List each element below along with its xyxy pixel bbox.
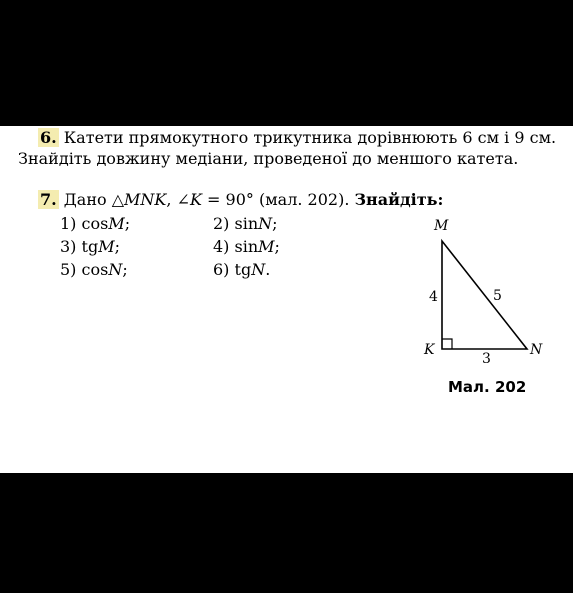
item-func: cos	[81, 214, 109, 233]
item-arg: M	[258, 237, 275, 256]
find-word: Знайдіть:	[354, 190, 444, 209]
item-label: 1)	[60, 214, 77, 233]
angle-value: = 90°	[207, 190, 254, 209]
item-label: 3)	[60, 237, 77, 256]
item-arg: N	[108, 260, 123, 279]
item-end: ;	[122, 260, 128, 279]
side-mn-label: 5	[493, 288, 502, 304]
item-arg: N	[258, 214, 273, 233]
vertex-n-label: N	[530, 342, 543, 358]
item-end: .	[265, 260, 271, 279]
figure-reference: (мал. 202).	[258, 190, 350, 209]
item-label: 6)	[213, 260, 230, 279]
item-label: 4)	[213, 237, 230, 256]
item-arg: N	[251, 260, 266, 279]
item-label: 5)	[60, 260, 77, 279]
angle-symbol: ∠	[176, 190, 190, 209]
problem-7-statement: 7. Дано △MNK, ∠K = 90° (мал. 202). Знайдіть:	[40, 190, 444, 209]
item-func: sin	[234, 214, 259, 233]
vertex-m-label: M	[434, 218, 449, 234]
side-mk-label: 4	[429, 289, 438, 305]
right-angle-mark	[442, 339, 452, 349]
item-func: tg	[234, 260, 252, 279]
item-end: ;	[124, 214, 131, 233]
item-arg: M	[108, 214, 125, 233]
item-func: tg	[81, 237, 99, 256]
item-func: sin	[234, 237, 259, 256]
item-end: ;	[114, 237, 120, 256]
triangle-name: MNK	[124, 190, 167, 209]
problem-6-text-1: Катети прямокутного трикутника дорівнюють 6 см і 9 см.	[63, 128, 557, 147]
figure-caption: Мал. 202	[448, 378, 527, 396]
item-end: ;	[272, 214, 278, 233]
triangle-mnk	[442, 241, 527, 349]
angle-vertex: K	[189, 190, 202, 209]
given-word: Дано	[63, 190, 107, 209]
item-label: 2)	[213, 214, 230, 233]
problem-6-text-2: Знайдіть довжину медіани, проведеної до меншого катета.	[18, 149, 519, 168]
triangle-symbol: △	[111, 190, 125, 209]
item-arg: M	[98, 237, 115, 256]
problem-7-number: 7.	[40, 190, 57, 209]
item-func: cos	[81, 260, 109, 279]
textbook-page	[0, 126, 573, 473]
side-kn-label: 3	[482, 351, 491, 367]
problem-6-number: 6.	[40, 128, 57, 147]
item-end: ;	[274, 237, 280, 256]
triangle-figure	[0, 126, 573, 473]
vertex-k-label: K	[424, 342, 435, 358]
